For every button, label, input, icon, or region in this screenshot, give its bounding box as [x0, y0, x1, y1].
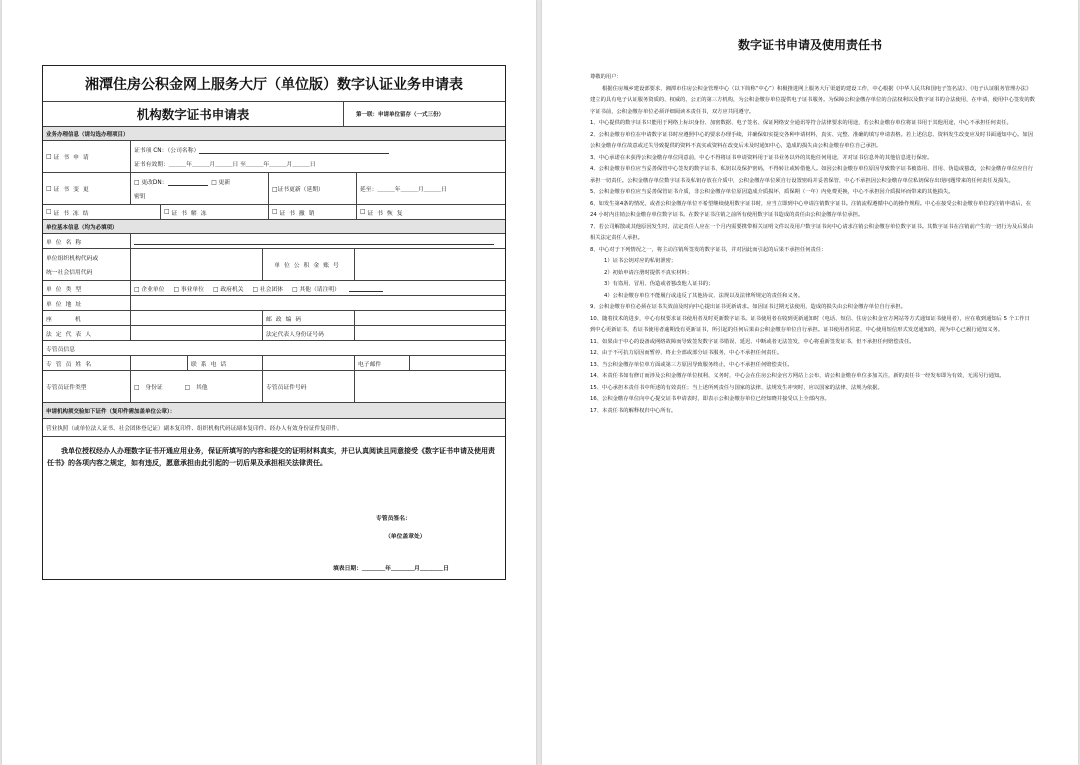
contact-phone-label: 联系电话 [188, 356, 263, 370]
row-phone [43, 311, 505, 326]
email-input[interactable] [410, 356, 505, 370]
row-unit-address [43, 296, 505, 311]
right-page [542, 0, 1078, 765]
unit-type-label: 单位类型 [43, 281, 131, 295]
list-item: 14、本责任书如有修订而涉及公积金缴存单位权利、义务时，中心会在住房公积金官方网站上公布，请公积金缴存单位多加关注，新的责任书一经发布即为有效，无需另行通知。 [590, 373, 1005, 379]
contact-phone-input[interactable] [263, 356, 355, 370]
checkbox-cert-apply[interactable]: □ [46, 153, 52, 160]
sub-list-item: 4）公积金缴存单位不能履行或违反了其他协议、法规以及法律所规定的责任和义务。 [604, 292, 804, 299]
type-institution[interactable]: □ 事业单位 [173, 286, 205, 293]
list-item: 13、当公积金缴存单位单方面或第三方原因导致服务终止，中心不承担任何赔偿责任。 [590, 361, 793, 368]
cert-cn-input[interactable] [199, 146, 389, 154]
checkbox-unfreeze[interactable]: □ [164, 209, 170, 215]
cert-unfreeze-label: 证书解冻 [171, 210, 211, 217]
manager-name-label: 专管员姓名 [43, 356, 131, 370]
change-dn-label[interactable]: □ 更改DN： [134, 180, 168, 186]
legal-id-input[interactable] [355, 326, 505, 340]
fill-date-label: 填表日期：＿＿＿＿年＿＿＿＿月＿＿＿＿日 [333, 566, 449, 572]
left-page [2, 0, 536, 765]
responsibility-title: 数字证书申请及使用责任书 [737, 38, 882, 52]
list-item: 5、公积金缴存单位应当妥善保管证书介质，非公积金缴存单位原因造成介质损坏，质保期（一年）内免费更换，中心不承担因介质损坏而带来的其他损失。 [590, 189, 954, 195]
row-org-code [43, 249, 505, 281]
change-dn-input[interactable] [168, 178, 208, 186]
materials-text: 营业执照（或单位法人证书、社会团体登记证）副本复印件、组织机构代码证副本复印件、经办人有效身份证件复印件。 [46, 425, 343, 432]
cert-revoke-label: 证书撤销 [279, 210, 319, 217]
credit-code-label: 统一社会信用代码 [46, 270, 93, 276]
cert-apply-label: 证书申请 [53, 155, 93, 161]
list-item: 8、中心对于下列情况之一，将主动注销所签发的数字证书，并对因此而引起的后果不承担任何责任： [590, 246, 827, 253]
cert-change-label: 证书变更 [53, 187, 93, 193]
section-materials: 申请机构须交验如下证件（复印件需加盖单位公章）： [43, 403, 505, 419]
cert-renew-label[interactable]: □证书更新（延期） [269, 173, 357, 204]
list-item: 4、公积金缴存单位应当妥善保管中心签发的数字证书、私钥以及保护密码，不得转让或转借他人。如因公积金缴存单位原因导致数字证书被盗用、冒用、伪造或篡改，公积金缴存单位应自行承担一切责任。公积金缴存单位数字证书及私钥存放在介质中，公积金缴存单位须自行设置密码并妥善保管，中心不承担因公积金缴存单位私钥保存出现问题带来的任何责任及损失。 [590, 166, 1034, 184]
row-unit-type [43, 281, 505, 296]
manager-id-type-label: 专管员证件类型 [43, 371, 131, 402]
form-subtitle-row [43, 102, 505, 127]
list-item: 1、中心提供的数字证书只能用于网络上标识身份、加密数据、电子签名、保证网络安全通讯等符合法律要求的用途，若公积金缴存单位将证书用于其他用途，中心不承担任何责任。 [590, 120, 1012, 126]
cert-cn-label: 证书项 CN：（公司名称） [134, 148, 200, 154]
unit-name-label: 单位名称 [43, 234, 131, 248]
postcode-input[interactable] [355, 311, 505, 325]
manager-section-label: 专管员信息 [46, 346, 75, 353]
responsibility-body [590, 72, 1035, 417]
checkbox-restore[interactable]: □ [360, 209, 366, 215]
legal-rep-label: 法定代表人 [43, 326, 131, 340]
row-cert-change [43, 173, 505, 205]
list-item: 3、中心承诺在未获得公积金缴存单位同意前，中心不得将证书申请资料用于证书业务以外的其他任何用途，并对证书信息外的其他信息进行保密。 [590, 154, 933, 161]
list-item: 2、公积金缴存单位在申请数字证书时应遵照中心的要求办理手续，并确保如实提交各种申请材料，真实、完整、准确的填写申请表格。若上述信息、资料发生改变应及时书面通知中心。如因公积金缴存单位故意或过失导致提供的资料不真实或资料在改变后未及时通知中心，造成的损失由公积金缴存单位自己承担。 [590, 131, 1034, 149]
checkbox-freeze[interactable]: □ [46, 209, 52, 215]
sub-list-item: 3）有盗用、冒用、伪造或者篡改他人证书的； [604, 281, 714, 287]
application-form [42, 65, 506, 580]
declaration-box [43, 437, 505, 579]
extend-to-label: 延至：＿＿＿年＿＿＿月＿＿＿日 [360, 187, 447, 193]
list-item: 11、如果由于中心的设备或网络故障而导致签发数字证书错误、延迟、中断或者无法签发，中心将重新签发证书，但不承担任何赔偿责任。 [590, 338, 915, 345]
row-legal [43, 326, 505, 341]
list-item: 6、如发生第4条的情况，或者公积金缴存单位不希望继续使用数字证书时，应当立即到中心申请注销数字证书。注销流程遵循中心的操作规程。中心在接受公积金缴存单位的注销申请后，在 24 小时内注销公积金缴存单位数字证书。在数字证书注销之前所有使用数字证书造成的责任由公积金缴存单位承担。 [590, 200, 1032, 218]
type-other[interactable]: □ 其他（请注明） [292, 286, 340, 293]
seat-phone-input[interactable] [131, 311, 263, 325]
type-social-group[interactable]: □ 社会团体 [252, 286, 284, 293]
form-title: 湘潭住房公积金网上服务大厅（单位版）数字认证业务申请表 [43, 66, 505, 102]
email-label: 电子邮件 [355, 356, 410, 370]
list-item: 7、若公司解散或其他原因发生时，法定责任人应在一个月内需要携带相关证明文件以及用户数字证书向中心请求注销公积金缴存单位数字证书。其数字证书在注销前产生的一切行为及后果由相关法定责任人承担。 [590, 223, 1034, 241]
unit-name-input[interactable] [131, 234, 505, 248]
secret-key-label: 密钥 [134, 194, 146, 200]
sub-list-item: 2）初始申请注册时提供不真实材料； [604, 269, 693, 276]
declaration-text: 我单位授权经办人办理数字证书开通应用业务，保证所填写的内容和提交的证明材料真实，并已认真阅读且同意接受《数字证书申请及使用责任书》的各项内容之规定，如有违反，愿意承担由此引起的一切后果及承担相关法律责任。 [47, 447, 495, 467]
unit-address-input[interactable] [131, 296, 505, 310]
list-item: 17、本责任书的解释权归中心所有。 [590, 407, 677, 414]
form-subtitle: 机构数字证书申请表 [43, 102, 344, 126]
seal-label: （单位盖章处） [385, 534, 426, 540]
validity-label: 证书有效期：＿＿＿年＿＿＿月＿＿＿日 至＿＿＿年＿＿＿月＿＿＿日 [134, 162, 316, 168]
row-manager-id [43, 371, 505, 403]
row-cert-ops [43, 205, 505, 220]
row-materials [43, 419, 505, 437]
row-unit-name [43, 234, 505, 249]
sub-list-item: 1）证书公钥对应的私钥泄密； [604, 258, 677, 264]
checkbox-cert-change[interactable]: □ [46, 185, 52, 192]
section-manager [43, 341, 505, 356]
change-other-label[interactable]: □ 更新 [211, 180, 231, 186]
type-enterprise[interactable]: □ 企业单位 [134, 286, 165, 293]
type-other-input[interactable] [349, 284, 383, 292]
intro-paragraph: 根据住房城乡建设部要求，湘潭市住房公积金管理中心（以下简称“中心”）积极推进网上服务大厅渠道的建设工作，中心根据《中华人民共和国电子签名法》、《电子认证服务管理办法》建立的具有电子认证服务资质的、权威的、公正的第三方机构，为公积金缴存单位提供电子证书服务。为保障公积金缴存单位的合法权利以及数字证书的合法使用，在申请、使用中心签发的数字证书前，公积金缴存单位必须详细阅读本责任书，双方应共同遵守。 [590, 85, 1035, 115]
id-card-option[interactable]: □ 身份证 [134, 385, 163, 391]
row-cert-apply [43, 141, 505, 173]
list-item: 10、随着技术的进步，中心有权要求证书使用者及时更新数字证书。证书使用者在收到更新通知时（电话、短信、住房公积金官方网站等方式通知证书使用者），应在收到通知后 5 个工作日到中心更新证书，若证书使用者逾期没有更新证书，所引起的任何后果由公积金缴存单位自行承担。证书使用者同意，中心使用短信形式发送通知的，视为中心已履行通知义务。 [590, 315, 1030, 333]
type-government[interactable]: □ 政府机关 [213, 286, 244, 293]
list-item: 16、公积金缴存单位向中心提交证书申请表时，即表示公积金缴存单位已经知晓并接受以上全部内容。 [590, 396, 830, 402]
unit-address-label: 单位地址 [43, 296, 131, 310]
greeting: 尊敬的用户： [590, 74, 622, 80]
cert-restore-label: 证书恢复 [367, 210, 407, 217]
row-manager [43, 356, 505, 371]
section-business: 业务办理信息（请勾选办理项目） [43, 127, 505, 141]
signature-label: 专管员签名： [376, 516, 411, 522]
org-code-label: 单位组织机构代码或 [46, 256, 99, 262]
section-unit: 单位基本信息（均为必填项） [43, 220, 505, 234]
list-item: 9、公积金缴存单位必须在证书失效前及时向中心提出证书更新请求。如因证书过期无法使用，造成的损失由公积金缴存单位自行承担。 [590, 304, 906, 310]
org-code-input[interactable] [131, 249, 263, 280]
manager-name-input[interactable] [131, 356, 188, 370]
legal-id-label: 法定代表人身份证号码 [263, 326, 355, 340]
other-id-option[interactable]: □ 其他 [184, 385, 208, 391]
postcode-label: 邮政编码 [263, 311, 355, 325]
list-item: 15、中心承担本责任书中所述的有效责任；当上述所列责任与国家的法律、法规发生冲突时，应以国家的法律、法规为依据。 [590, 384, 883, 391]
list-item: 12、由于不可抗力原因而暂停、终止全部或部分证书服务，中心不承担任何责任。 [590, 350, 783, 356]
manager-id-no-label: 专管员证件号码 [263, 371, 355, 402]
fund-account-label: 单位公积金账号 [263, 249, 355, 280]
checkbox-revoke[interactable]: □ [272, 209, 278, 215]
legal-rep-input[interactable] [131, 326, 263, 340]
manager-id-no-input[interactable] [355, 371, 505, 402]
copy-note: 第一联：申请单位留存（一式三份） [356, 112, 445, 118]
cert-freeze-label: 证书冻结 [53, 210, 93, 217]
fund-account-input[interactable] [355, 249, 505, 280]
seat-phone-label: 座 机 [43, 311, 131, 325]
